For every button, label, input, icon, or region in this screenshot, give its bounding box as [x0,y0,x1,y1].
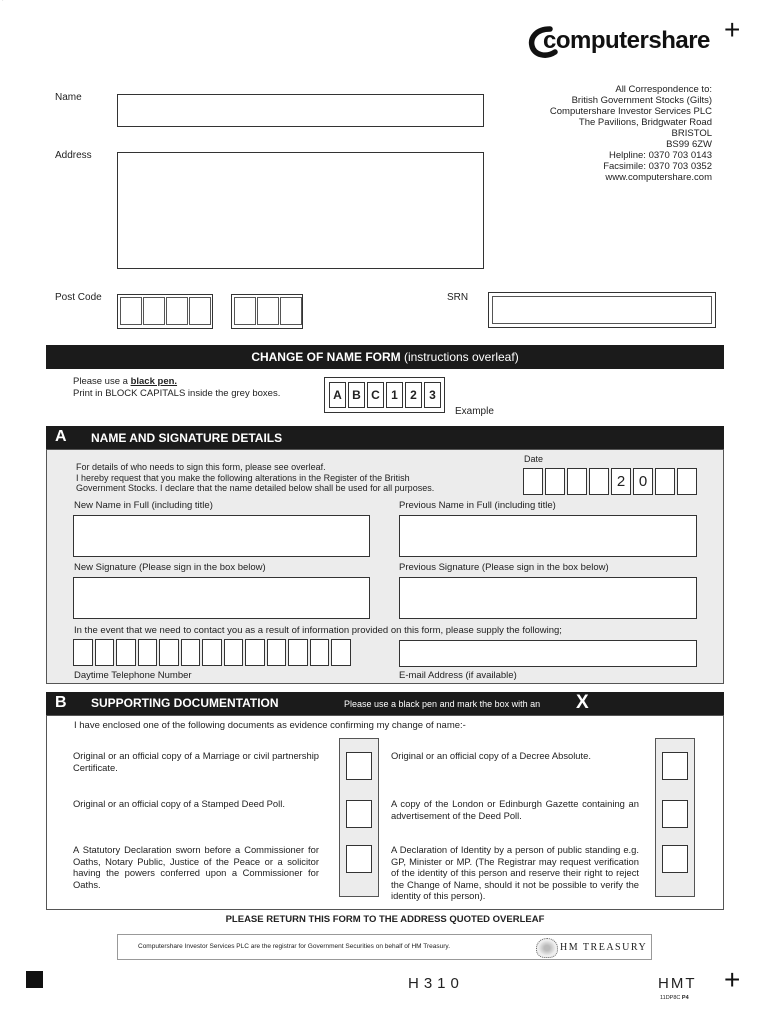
postcode-cell[interactable] [234,297,256,325]
date-cell[interactable]: 2 [611,468,631,495]
example-char: A [329,382,346,408]
corr-line: The Pavilions, Bridgwater Road [578,117,712,128]
phone-cell[interactable] [267,639,287,666]
page-number: P4 [681,995,689,1001]
new-sig-label: New Signature (Please sign in the box below) [74,562,266,573]
registration-square [26,971,43,988]
registrar-box [117,934,652,960]
example-char: 1 [386,382,403,408]
hm-treasury-crest-icon [536,938,558,958]
section-a-title: NAME AND SIGNATURE DETAILS [91,431,283,445]
phone-input[interactable] [73,639,353,666]
instr-line2: Print in BLOCK CAPITALS inside the grey boxes. [73,388,281,399]
section-a-letter: A [55,428,67,445]
checkbox-marriage-cert[interactable] [346,752,372,780]
registrar-text: Computershare Investor Services PLC are the registrar for Government Securities on behalf of HM Treasury. [138,943,451,950]
doc-decree-absolute: Original or an official copy of a Decree Absolute. [391,750,591,761]
checkbox-statutory-declaration[interactable] [346,845,372,873]
corr-line: www.computershare.com [605,172,712,183]
email-input[interactable] [399,640,697,667]
checkbox-decree-absolute[interactable] [662,752,688,780]
small-code-text: 11DP8C [660,995,681,1001]
postcode-cell[interactable] [120,297,142,325]
postcode-cell[interactable] [257,297,279,325]
date-cell[interactable] [655,468,675,495]
example-boxes [324,377,445,413]
corr-line: All Correspondence to: [615,84,712,95]
checkbox-deed-poll[interactable] [346,800,372,828]
doc-deed-poll: Original or an official copy of a Stamped Deed Poll. [73,798,285,809]
phone-cell[interactable] [138,639,158,666]
black-pen-text: black pen. [130,376,178,387]
contact-text: In the event that we need to contact you as a result of information provided on this form, please supply the following; [74,625,562,636]
section-a-intro [76,462,434,494]
checkbox-gazette[interactable] [662,800,688,828]
phone-cell[interactable] [288,639,308,666]
doc-gazette: A copy of the London or Edinburgh Gazette containing an advertisement of the Deed Poll. [391,798,639,821]
phone-cell[interactable] [331,639,351,666]
section-b-header [46,692,724,715]
section-a-header [46,426,724,449]
logo-text: computershare [543,27,710,54]
phone-cell[interactable] [159,639,179,666]
phone-cell[interactable] [181,639,201,666]
new-name-label: New Name in Full (including title) [74,500,213,511]
x-mark-icon: X [576,692,589,713]
section-b-subtitle: Please use a black pen and mark the box with an [344,699,541,709]
instr-text: Please use a [73,376,131,387]
date-label: Date [524,454,544,464]
form-title-bar [46,345,724,369]
postcode-cell[interactable] [189,297,211,325]
date-cell[interactable] [589,468,609,495]
date-cell[interactable]: 0 [633,468,653,495]
postcode-cell[interactable] [166,297,188,325]
date-cell[interactable] [545,468,565,495]
example-char: B [348,382,365,408]
computershare-logo [528,24,718,60]
phone-cell[interactable] [116,639,136,666]
example-char: 2 [405,382,422,408]
postcode-cell[interactable] [280,297,302,325]
return-text: PLEASE RETURN THIS FORM TO THE ADDRESS QUOTED OVERLEAF [225,914,545,925]
doc-statutory-declaration: A Statutory Declaration sworn before a Commissioner for Oaths, Notary Public, Justice of the Peace or a solicitor having the powers conferred upon a Commissioner for Oaths. [73,844,319,890]
postcode-part2[interactable] [231,294,303,329]
new-name-input[interactable] [73,515,370,557]
phone-cell[interactable] [73,639,93,666]
corr-line: BRISTOL [671,128,712,139]
address-input[interactable] [117,152,484,269]
example-label: Example [455,406,494,417]
phone-cell[interactable] [310,639,330,666]
correspondence-address [550,84,712,183]
doc-marriage-cert: Original or an official copy of a Marriage or civil partnership Certificate. [73,750,319,773]
corr-line: Computershare Investor Services PLC [549,106,712,117]
example-char: C [367,382,384,408]
phone-cell[interactable] [224,639,244,666]
prev-name-label: Previous Name in Full (including title) [399,500,556,511]
name-label: Name [55,92,82,103]
intro-line: For details of who needs to sign this form, please see overleaf. [76,462,326,472]
example-char: 3 [424,382,441,408]
section-b-intro: I have enclosed one of the following documents as evidence confirming my change of name:- [74,720,466,731]
address-label: Address [55,150,92,161]
email-label: E-mail Address (if available) [399,670,517,681]
prev-signature-box[interactable] [399,577,697,619]
postcode-cell[interactable] [143,297,165,325]
registration-plus-icon: + [724,14,741,45]
date-cell[interactable] [523,468,543,495]
corr-line: BS99 6ZW [666,139,712,150]
date-input[interactable] [523,468,699,495]
form-title: CHANGE OF NAME FORM [251,350,401,364]
prev-name-input[interactable] [399,515,697,557]
section-b-letter: B [55,694,67,711]
prev-sig-label: Previous Signature (Please sign in the box below) [399,562,609,573]
hmt-code: HMT [658,975,697,992]
registration-plus-icon: + [724,964,741,995]
srn-input[interactable] [488,292,716,328]
phone-cell[interactable] [245,639,265,666]
date-cell[interactable] [677,468,697,495]
name-input[interactable] [117,94,484,127]
section-b-title: SUPPORTING DOCUMENTATION [91,696,279,710]
phone-cell[interactable] [95,639,115,666]
checkbox-declaration-identity[interactable] [662,845,688,873]
date-cell[interactable] [567,468,587,495]
corr-line: Helpline: 0370 703 0143 [608,150,712,161]
postcode-label: Post Code [55,292,102,303]
phone-label: Daytime Telephone Number [74,670,192,681]
intro-line: Government Stocks. I declare that the name detailed below shall be used for all purposes. [76,483,435,493]
form-title-note: (instructions overleaf) [400,350,519,364]
form-code: H310 [408,975,464,992]
postcode-part1[interactable] [117,294,213,329]
intro-line: I hereby request that you make the following alterations in the Register of the British [76,472,410,483]
instructions [73,376,280,400]
new-signature-box[interactable] [73,577,370,619]
doc-declaration-identity: A Declaration of Identity by a person of public standing e.g. GP, Minister or MP. (The Registrar may request verification of the identity of this person and reserve their right to reject the Change of Name, should it not be possible to verify the identity of this person). [391,844,639,901]
corr-line: Facsimile: 0370 703 0352 [603,161,712,172]
srn-label: SRN [447,292,469,303]
phone-cell[interactable] [202,639,222,666]
corr-line: British Government Stocks (Gilts) [571,95,712,106]
corner-mark: ´ [2,0,5,7]
small-code [660,995,689,1001]
hm-treasury-logo: HM TREASURY [560,942,648,953]
